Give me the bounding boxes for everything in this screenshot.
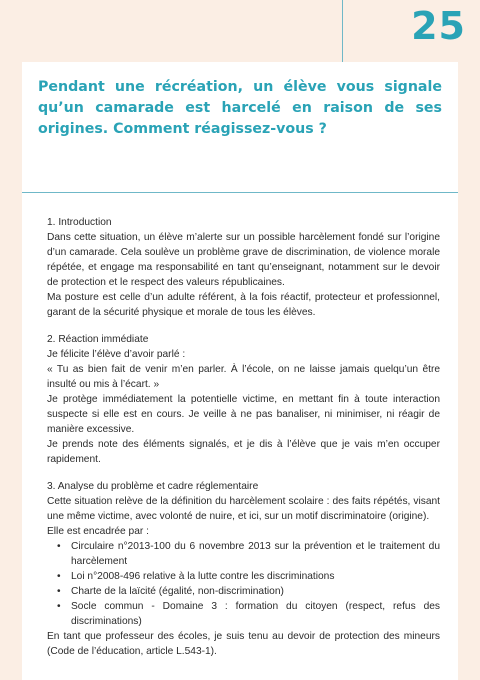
question-title: Pendant une récréation, un élève vous signale qu’un camarade est harcelé en raison de ses origines. Comment réagissez-vous ? <box>38 79 442 137</box>
paragraph: Je protège immédiatement la potentielle victime, en mettant fin à toute interaction suspecte si elle est en cours. Je veille à ne pas banaliser, ni minimiser, ni réagir de manière excessive. <box>47 394 440 435</box>
paragraph: Elle est encadrée par : <box>47 526 149 537</box>
paragraph: Je félicite l’élève d’avoir parlé : <box>47 349 186 360</box>
paragraph: Je prends note des éléments signalés, et je dis à l’élève que je vais m’en occuper rapidement. <box>47 439 440 465</box>
list-item: • Circulaire n°2013-100 du 6 novembre 2013 sur la prévention et le traitement du harcèlement <box>71 539 440 569</box>
paragraph: Cette situation relève de la définition du harcèlement scolaire : des faits répétés, visant une même victime, avec volonté de nuire, et ici, sur un motif discriminatoire (origine). <box>47 496 440 522</box>
list-item: • Loi n°2008-496 relative à la lutte contre les discriminations <box>71 569 440 584</box>
paragraph: Dans cette situation, un élève m’alerte sur un possible harcèlement fondé sur l’origine d’un camarade. Cela soulève un problème grave de discrimination, de violence morale répétée, et engage ma responsabilité en tant qu’enseignant, notamment sur le devoir de protection et le respect des valeurs républicaines. <box>47 232 440 288</box>
list-item: • Charte de la laïcité (égalité, non-discrimination) <box>71 584 440 599</box>
page-number: 25 <box>411 4 466 48</box>
header-vertical-line <box>342 0 343 62</box>
answer-content <box>47 215 440 659</box>
section-heading-introduction: 1. Introduction <box>47 217 112 228</box>
paragraph: En tant que professeur des écoles, je suis tenu au devoir de protection des mineurs (Code de l’éducation, article L.543-1). <box>47 631 440 657</box>
section-heading-reaction: 2. Réaction immédiate <box>47 334 149 345</box>
list-item: • Socle commun - Domaine 3 : formation du citoyen (respect, refus des discriminations) <box>71 599 440 629</box>
regulation-list <box>47 539 440 629</box>
section-heading-analyse: 3. Analyse du problème et cadre réglementaire <box>47 481 259 492</box>
paragraph: Ma posture est celle d’un adulte référent, à la fois réactif, protecteur et professionnel, garant de la sécurité physique et morale de tous les élèves. <box>47 292 440 318</box>
quote: « Tu as bien fait de venir m’en parler. À l’école, on ne laisse jamais quelqu’un être insulté ou mis à l’écart. » <box>47 364 440 390</box>
